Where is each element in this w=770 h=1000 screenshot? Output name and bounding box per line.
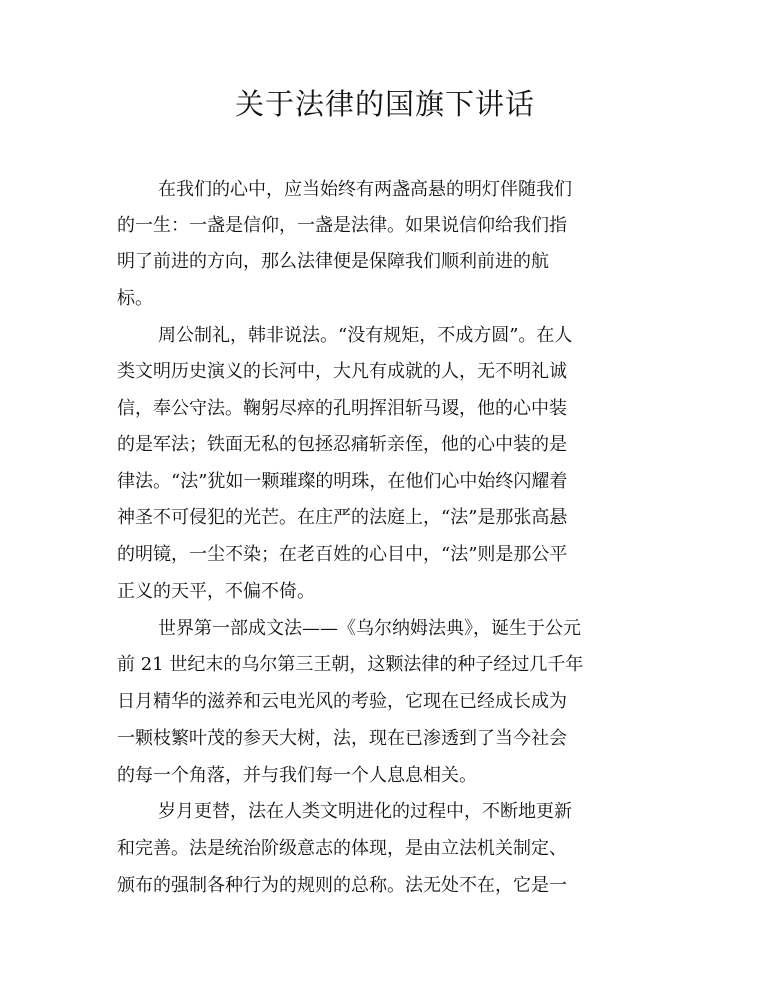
paragraph-2-line-8: 正义的天平，不偏不倚。 <box>117 581 315 602</box>
paragraph-2-line-2: 类文明历史演义的长河中，大凡有成就的人，无不明礼诚 <box>117 361 567 382</box>
paragraph-2-line-5: 律法。“法”犹如一颗璀璨的明珠，在他们心中始终闪耀着 <box>117 471 568 492</box>
paragraph-2-line-1: 周公制礼，韩非说法。“没有规矩，不成方圆”。在人 <box>158 325 573 346</box>
document-title: 关于法律的国旗下讲话 <box>234 87 535 121</box>
paragraph-1-line-2: 的一生：一盏是信仰，一盏是法律。如果说信仰给我们指 <box>117 215 567 236</box>
paragraph-4-line-3: 颁布的强制各种行为的规则的总称。法无处不在，它是一 <box>117 875 567 896</box>
paragraph-3-line-5: 的每一个角落，并与我们每一个人息息相关。 <box>117 765 477 786</box>
paragraph-3-line-4: 一颗枝繁叶茂的参天大树，法，现在已渗透到了当今社会 <box>117 728 567 749</box>
paragraph-2-line-7: 的明镜，一尘不染；在老百姓的心目中，“法”则是那公平 <box>117 544 568 565</box>
paragraph-1-line-3: 明了前进的方向，那么法律便是保障我们顺利前进的航 <box>117 251 549 272</box>
paragraph-1-line-4: 标。 <box>117 288 153 309</box>
paragraph-2-line-3: 信，奉公守法。鞠躬尽瘁的孔明挥泪斩马谡，他的心中装 <box>117 398 567 419</box>
paragraph-2-line-6: 神圣不可侵犯的光芒。在庄严的法庭上，“法”是那张高悬 <box>117 507 568 528</box>
paragraph-4-line-1: 岁月更替，法在人类文明进化的过程中，不断地更新 <box>158 801 572 822</box>
paragraph-4-line-2: 和完善。法是统治阶级意志的体现，是由立法机关制定、 <box>117 838 567 859</box>
paragraph-3-line-2: 前 21 世纪末的乌尔第三王朝，这颗法律的种子经过几千年 <box>117 654 584 675</box>
paragraph-1-line-1: 在我们的心中，应当始终有两盏高悬的明灯伴随我们 <box>158 179 572 200</box>
paragraph-2-line-4: 的是军法；铁面无私的包拯忍痛斩亲侄，他的心中装的是 <box>117 434 567 455</box>
paragraph-3-line-1: 世界第一部成文法——《乌尔纳姆法典》，诞生于公元 <box>158 618 581 639</box>
paragraph-3-line-3: 日月精华的滋养和云电光风的考验，它现在已经成长成为 <box>117 691 567 712</box>
